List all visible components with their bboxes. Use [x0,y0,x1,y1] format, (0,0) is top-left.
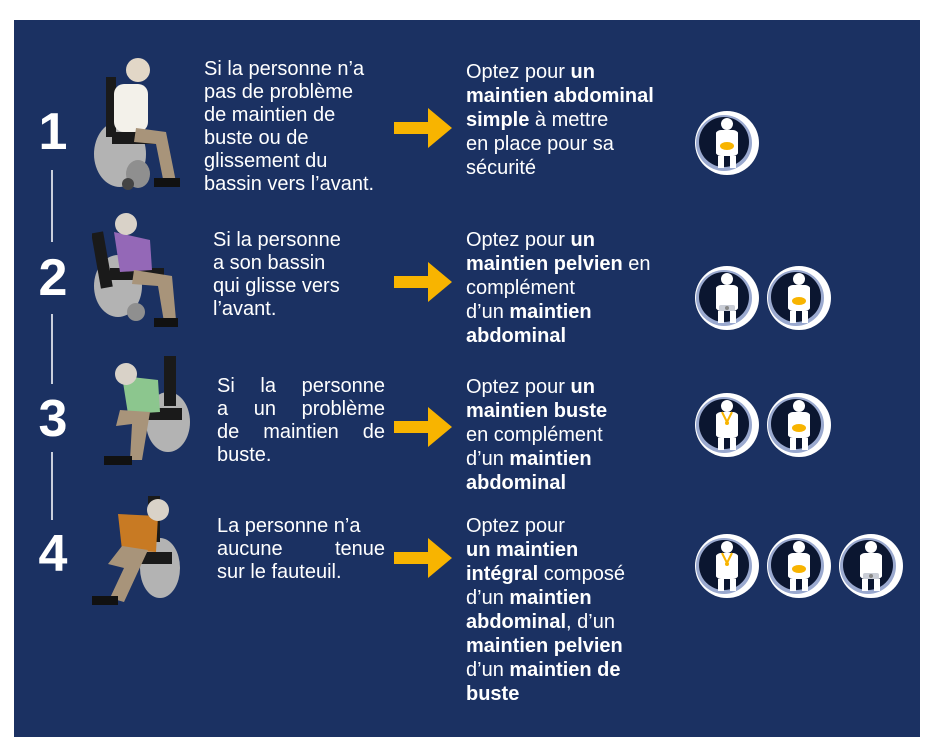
person-wheelchair-illustration-1 [92,52,192,194]
recommendation-line [466,562,625,586]
recommendation-text: d’un [466,659,510,681]
recommendation-line [466,538,625,562]
recommendation-line [466,156,654,180]
chest-harness-icon [694,533,760,599]
condition-line: glissement du [204,150,328,172]
recommendation-bold-text: un maintien [466,539,579,561]
recommendation-bold-text: maintien [509,301,592,323]
recommendation-bold-text: maintien [509,587,592,609]
person-wheelchair-illustration-2 [92,210,192,338]
recommendation-bold-text: maintien abdominal [466,85,654,107]
chest-harness-icon [694,392,760,458]
condition-text-2 [213,229,341,321]
condition-line: pas de problème [204,81,353,103]
arrow-right-icon [394,538,452,578]
arrow-right-icon [394,407,452,447]
recommendation-bold-text: buste [466,683,520,705]
recommendation-line [466,84,654,108]
recommendation-text: en [622,253,651,275]
step-number-2: 2 [38,249,68,307]
recommendation-text: d’un [466,301,510,323]
connector-line-2-3 [51,314,53,384]
recommendation-line [466,252,651,276]
recommendation-text-2 [466,228,651,348]
step-number-4: 4 [38,525,68,583]
recommendation-bold-text: un [570,61,595,83]
abdominal-belt-icon [766,265,832,331]
recommendation-bold-text: intégral [466,563,539,585]
recommendation-line [466,132,654,156]
recommendation-line [466,228,651,252]
recommendation-line [466,375,607,399]
recommendation-bold-text: maintien pelvien [466,253,623,275]
recommendation-bold-text: abdominal [466,472,567,494]
abdominal-belt-icon [766,392,832,458]
condition-line: Si la personne [217,375,385,397]
condition-line: La personne n’a [217,515,361,537]
recommendation-bold-text: un [570,376,595,398]
condition-line: buste ou de [204,127,309,149]
condition-text-1 [204,58,374,196]
recommendation-line [466,423,607,447]
condition-line: aucune tenue [217,538,385,560]
recommendation-line [466,682,625,706]
recommendation-line [466,60,654,84]
recommendation-text: en complément [466,424,603,446]
recommendation-line [466,300,651,324]
condition-line: bassin vers l’avant. [204,173,375,195]
recommendation-bold-text: maintien buste [466,400,608,422]
condition-line: Si la personne [213,229,341,251]
recommendation-bold-text: simple [466,109,530,131]
recommendation-text: Optez pour [466,229,571,251]
condition-line: a son bassin [213,252,326,274]
recommendation-text: Optez pour [466,61,571,83]
condition-line: qui glisse vers [213,275,340,297]
condition-line: sur le fauteuil. [217,561,342,583]
recommendation-line [466,324,651,348]
recommendation-line [466,399,607,423]
step-number-1: 1 [38,103,68,161]
recommendation-line [466,276,651,300]
pelvic-belt-icon [838,533,904,599]
condition-line: de maintien de [217,421,385,443]
person-wheelchair-illustration-4 [88,490,184,612]
condition-line: l’avant. [213,298,277,320]
recommendation-line [466,610,625,634]
recommendation-bold-text: abdominal [466,611,567,633]
recommendation-text: à mettre [529,109,609,131]
recommendation-text: Optez pour [466,376,571,398]
recommendation-bold-text: abdominal [466,325,567,347]
condition-text-3 [217,375,385,467]
recommendation-bold-text: maintien [509,448,592,470]
recommendation-text: en place pour sa [466,133,614,155]
recommendation-text: composé [538,563,625,585]
recommendation-bold-text: maintien pelvien [466,635,623,657]
condition-line: buste. [217,444,272,466]
recommendation-line [466,514,625,538]
recommendation-line [466,586,625,610]
recommendation-line [466,634,625,658]
connector-line-3-4 [51,452,53,520]
recommendation-line [466,471,607,495]
recommendation-bold-text: maintien de [509,659,621,681]
recommendation-text: d’un [466,587,510,609]
condition-text-4 [217,515,385,584]
condition-line: a un problème [217,398,385,420]
person-wheelchair-illustration-3 [98,352,194,472]
step-number-3: 3 [38,390,68,448]
recommendation-text: complément [466,277,575,299]
recommendation-text: Optez pour [466,515,565,537]
abdominal-belt-icon [694,110,760,176]
recommendation-text-3 [466,375,607,495]
recommendation-text: d’un [466,448,510,470]
arrow-right-icon [394,262,452,302]
recommendation-line [466,658,625,682]
recommendation-text-4 [466,514,625,706]
recommendation-line [466,447,607,471]
recommendation-text: , d’un [566,611,615,633]
connector-line-1-2 [51,170,53,242]
condition-line: Si la personne n’a [204,58,365,80]
abdominal-belt-icon [766,533,832,599]
arrow-right-icon [394,108,452,148]
recommendation-text-1 [466,60,654,180]
pelvic-belt-icon [694,265,760,331]
recommendation-bold-text: un [570,229,595,251]
recommendation-line [466,108,654,132]
condition-line: de maintien de [204,104,336,126]
recommendation-text: sécurité [466,157,537,179]
